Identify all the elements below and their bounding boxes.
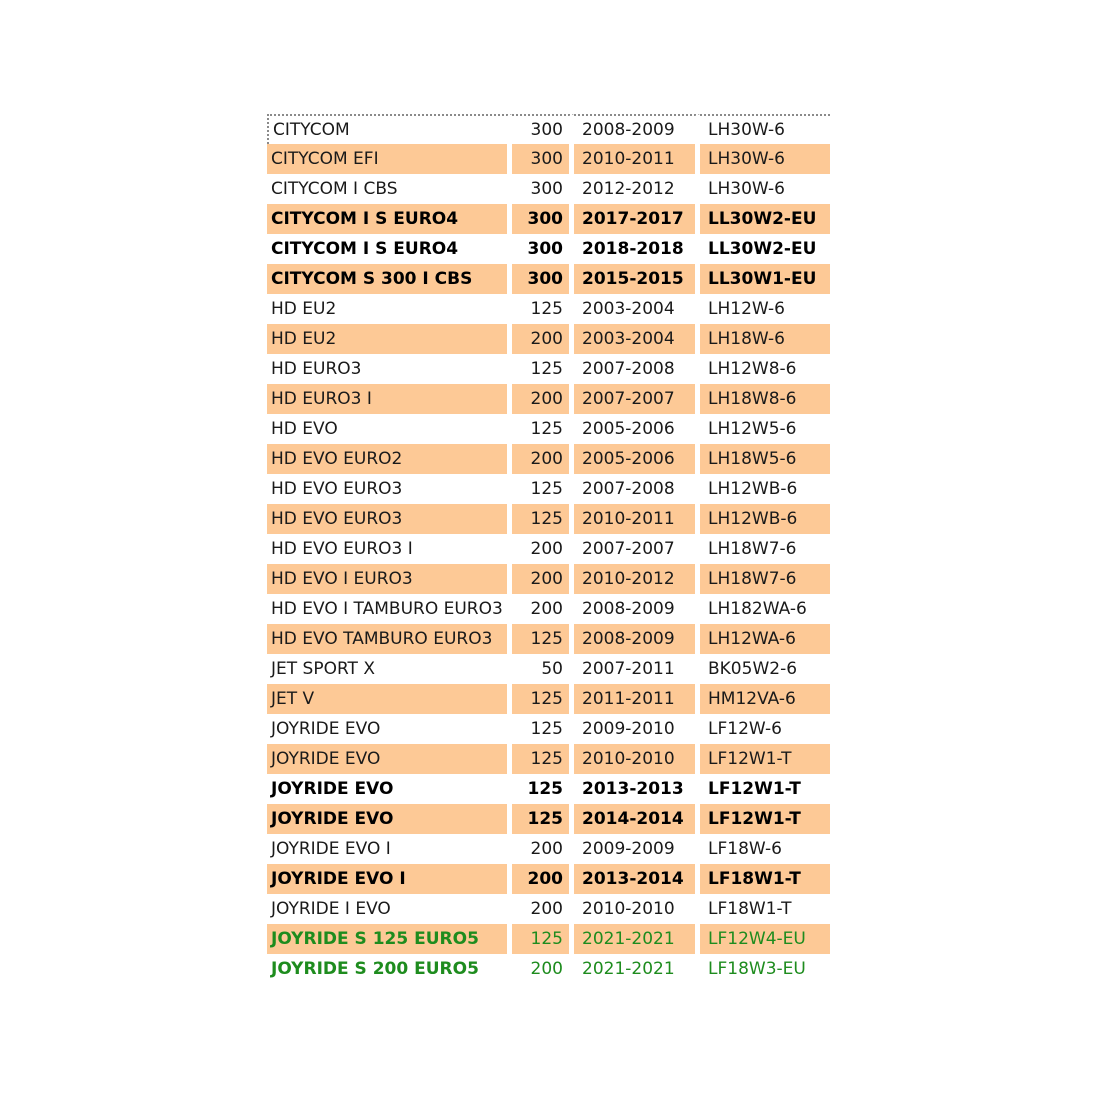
- cell-displacement[interactable]: 300: [512, 204, 574, 234]
- table-row[interactable]: [267, 144, 830, 174]
- table-row[interactable]: [267, 204, 830, 234]
- cell-part-code[interactable]: LH18W7-6: [700, 564, 830, 594]
- cell-part-code[interactable]: LH12WA-6: [700, 624, 830, 654]
- table-row[interactable]: [267, 894, 830, 924]
- cell-model[interactable]: HD EURO3: [267, 354, 512, 384]
- cell-part-code[interactable]: LF12W1-T: [700, 774, 830, 804]
- table-row[interactable]: [267, 534, 830, 564]
- table-row[interactable]: [267, 354, 830, 384]
- cell-model[interactable]: HD EVO: [267, 414, 512, 444]
- table-row[interactable]: [267, 414, 830, 444]
- cell-displacement[interactable]: 125: [512, 804, 574, 834]
- cell-model[interactable]: HD EVO I TAMBURO EURO3: [267, 594, 512, 624]
- table-row[interactable]: [267, 954, 830, 984]
- cell-part-code[interactable]: LH18W8-6: [700, 384, 830, 414]
- model-table-body: [267, 114, 830, 984]
- cell-years[interactable]: 2007-2011: [574, 654, 700, 684]
- cell-displacement[interactable]: 125: [512, 924, 574, 954]
- cell-years[interactable]: 2007-2008: [574, 354, 700, 384]
- model-table: [267, 114, 830, 984]
- cell-part-code[interactable]: HM12VA-6: [700, 684, 830, 714]
- cell-displacement[interactable]: 300: [512, 174, 574, 204]
- cell-part-code[interactable]: LF18W-6: [700, 834, 830, 864]
- cell-displacement[interactable]: 200: [512, 594, 574, 624]
- cell-years[interactable]: 2021-2021: [574, 954, 700, 984]
- table-row[interactable]: [267, 114, 830, 144]
- cell-years[interactable]: 2018-2018: [574, 234, 700, 264]
- table-row[interactable]: [267, 234, 830, 264]
- cell-model[interactable]: HD EVO EURO3: [267, 504, 512, 534]
- table-row[interactable]: [267, 564, 830, 594]
- table-row[interactable]: [267, 834, 830, 864]
- cell-displacement[interactable]: 200: [512, 534, 574, 564]
- table-row[interactable]: [267, 384, 830, 414]
- cell-years[interactable]: 2007-2008: [574, 474, 700, 504]
- table-row[interactable]: [267, 474, 830, 504]
- cell-part-code[interactable]: LF12W1-T: [700, 744, 830, 774]
- cell-displacement[interactable]: 300: [512, 264, 574, 294]
- table-row[interactable]: [267, 324, 830, 354]
- cell-model[interactable]: JOYRIDE EVO: [267, 744, 512, 774]
- cell-years[interactable]: 2014-2014: [574, 804, 700, 834]
- cell-part-code[interactable]: LH12W8-6: [700, 354, 830, 384]
- table-row[interactable]: [267, 744, 830, 774]
- cell-part-code[interactable]: LH30W-6: [700, 144, 830, 174]
- cell-displacement[interactable]: 200: [512, 384, 574, 414]
- cell-years[interactable]: 2003-2004: [574, 324, 700, 354]
- cell-displacement[interactable]: 125: [512, 684, 574, 714]
- cell-displacement[interactable]: 200: [512, 324, 574, 354]
- cell-part-code[interactable]: LH182WA-6: [700, 594, 830, 624]
- cell-displacement[interactable]: 125: [512, 504, 574, 534]
- cell-displacement[interactable]: 200: [512, 564, 574, 594]
- cell-part-code[interactable]: LH18W5-6: [700, 444, 830, 474]
- cell-part-code[interactable]: LL30W1-EU: [700, 264, 830, 294]
- cell-part-code[interactable]: LH30W-6: [700, 114, 830, 144]
- cell-part-code[interactable]: LL30W2-EU: [700, 204, 830, 234]
- table-row[interactable]: [267, 804, 830, 834]
- table-row[interactable]: [267, 714, 830, 744]
- cell-model[interactable]: HD EU2: [267, 324, 512, 354]
- table-row[interactable]: [267, 654, 830, 684]
- table-row[interactable]: [267, 684, 830, 714]
- cell-years[interactable]: 2009-2010: [574, 714, 700, 744]
- cell-displacement[interactable]: 125: [512, 294, 574, 324]
- cell-model[interactable]: HD EVO I EURO3: [267, 564, 512, 594]
- cell-displacement[interactable]: 125: [512, 354, 574, 384]
- cell-displacement[interactable]: 200: [512, 894, 574, 924]
- cell-part-code[interactable]: LH12W-6: [700, 294, 830, 324]
- cell-model[interactable]: CITYCOM I S EURO4: [267, 234, 512, 264]
- cell-model[interactable]: CITYCOM I CBS: [267, 174, 512, 204]
- table-row[interactable]: [267, 864, 830, 894]
- cell-years[interactable]: 2010-2010: [574, 894, 700, 924]
- cell-years[interactable]: 2007-2007: [574, 384, 700, 414]
- cell-model[interactable]: HD EVO EURO2: [267, 444, 512, 474]
- cell-displacement[interactable]: 125: [512, 624, 574, 654]
- table-row[interactable]: [267, 264, 830, 294]
- cell-part-code[interactable]: LF12W4-EU: [700, 924, 830, 954]
- cell-displacement[interactable]: 125: [512, 774, 574, 804]
- cell-years[interactable]: 2009-2009: [574, 834, 700, 864]
- cell-model[interactable]: CITYCOM S 300 I CBS: [267, 264, 512, 294]
- cell-years[interactable]: 2015-2015: [574, 264, 700, 294]
- cell-years[interactable]: 2017-2017: [574, 204, 700, 234]
- cell-years[interactable]: 2008-2009: [574, 114, 700, 144]
- cell-years[interactable]: 2005-2006: [574, 444, 700, 474]
- cell-years[interactable]: 2003-2004: [574, 294, 700, 324]
- cell-model[interactable]: CITYCOM I S EURO4: [267, 204, 512, 234]
- cell-years[interactable]: 2007-2007: [574, 534, 700, 564]
- table-row[interactable]: [267, 924, 830, 954]
- cell-model[interactable]: JOYRIDE S 125 EURO5: [267, 924, 512, 954]
- cell-model[interactable]: JOYRIDE EVO I: [267, 834, 512, 864]
- cell-model[interactable]: CITYCOM: [267, 114, 512, 144]
- cell-years[interactable]: 2008-2009: [574, 624, 700, 654]
- cell-displacement[interactable]: 300: [512, 114, 574, 144]
- cell-part-code[interactable]: LH18W7-6: [700, 534, 830, 564]
- cell-model[interactable]: JOYRIDE EVO: [267, 804, 512, 834]
- table-row[interactable]: [267, 774, 830, 804]
- cell-model[interactable]: JET SPORT X: [267, 654, 512, 684]
- cell-years[interactable]: 2011-2011: [574, 684, 700, 714]
- cell-displacement[interactable]: 200: [512, 864, 574, 894]
- cell-model[interactable]: HD EVO EURO3: [267, 474, 512, 504]
- cell-displacement[interactable]: 50: [512, 654, 574, 684]
- cell-part-code[interactable]: LF12W-6: [700, 714, 830, 744]
- cell-part-code[interactable]: LH12WB-6: [700, 474, 830, 504]
- cell-part-code[interactable]: LF18W1-T: [700, 864, 830, 894]
- cell-model[interactable]: JOYRIDE EVO I: [267, 864, 512, 894]
- cell-model[interactable]: HD EVO EURO3 I: [267, 534, 512, 564]
- cell-part-code[interactable]: LH12W5-6: [700, 414, 830, 444]
- cell-part-code[interactable]: LF12W1-T: [700, 804, 830, 834]
- cell-displacement[interactable]: 200: [512, 954, 574, 984]
- cell-years[interactable]: 2010-2011: [574, 504, 700, 534]
- table-row[interactable]: [267, 624, 830, 654]
- cell-model[interactable]: JOYRIDE EVO: [267, 774, 512, 804]
- table-row[interactable]: [267, 444, 830, 474]
- cell-years[interactable]: 2008-2009: [574, 594, 700, 624]
- cell-part-code[interactable]: LL30W2-EU: [700, 234, 830, 264]
- cell-part-code[interactable]: LF18W3-EU: [700, 954, 830, 984]
- cell-model[interactable]: JOYRIDE EVO: [267, 714, 512, 744]
- cell-part-code[interactable]: LF18W1-T: [700, 894, 830, 924]
- cell-years[interactable]: 2010-2010: [574, 744, 700, 774]
- cell-years[interactable]: 2021-2021: [574, 924, 700, 954]
- cell-part-code[interactable]: BK05W2-6: [700, 654, 830, 684]
- cell-displacement[interactable]: 125: [512, 714, 574, 744]
- cell-part-code[interactable]: LH30W-6: [700, 174, 830, 204]
- table-row[interactable]: [267, 504, 830, 534]
- cell-years[interactable]: 2013-2014: [574, 864, 700, 894]
- cell-model[interactable]: JET V: [267, 684, 512, 714]
- cell-years[interactable]: 2013-2013: [574, 774, 700, 804]
- cell-model[interactable]: JOYRIDE I EVO: [267, 894, 512, 924]
- cell-model[interactable]: HD EURO3 I: [267, 384, 512, 414]
- table-row[interactable]: [267, 594, 830, 624]
- cell-model[interactable]: HD EVO TAMBURO EURO3: [267, 624, 512, 654]
- cell-years[interactable]: 2010-2011: [574, 144, 700, 174]
- cell-years[interactable]: 2012-2012: [574, 174, 700, 204]
- table-row[interactable]: [267, 174, 830, 204]
- table-row[interactable]: [267, 294, 830, 324]
- cell-displacement[interactable]: 125: [512, 744, 574, 774]
- cell-years[interactable]: 2005-2006: [574, 414, 700, 444]
- cell-model[interactable]: JOYRIDE S 200 EURO5: [267, 954, 512, 984]
- cell-displacement[interactable]: 300: [512, 234, 574, 264]
- cell-years[interactable]: 2010-2012: [574, 564, 700, 594]
- cell-model[interactable]: HD EU2: [267, 294, 512, 324]
- cell-part-code[interactable]: LH18W-6: [700, 324, 830, 354]
- cell-displacement[interactable]: 200: [512, 834, 574, 864]
- cell-displacement[interactable]: 125: [512, 414, 574, 444]
- cell-displacement[interactable]: 125: [512, 474, 574, 504]
- cell-part-code[interactable]: LH12WB-6: [700, 504, 830, 534]
- cell-displacement[interactable]: 300: [512, 144, 574, 174]
- cell-displacement[interactable]: 200: [512, 444, 574, 474]
- cell-model[interactable]: CITYCOM EFI: [267, 144, 512, 174]
